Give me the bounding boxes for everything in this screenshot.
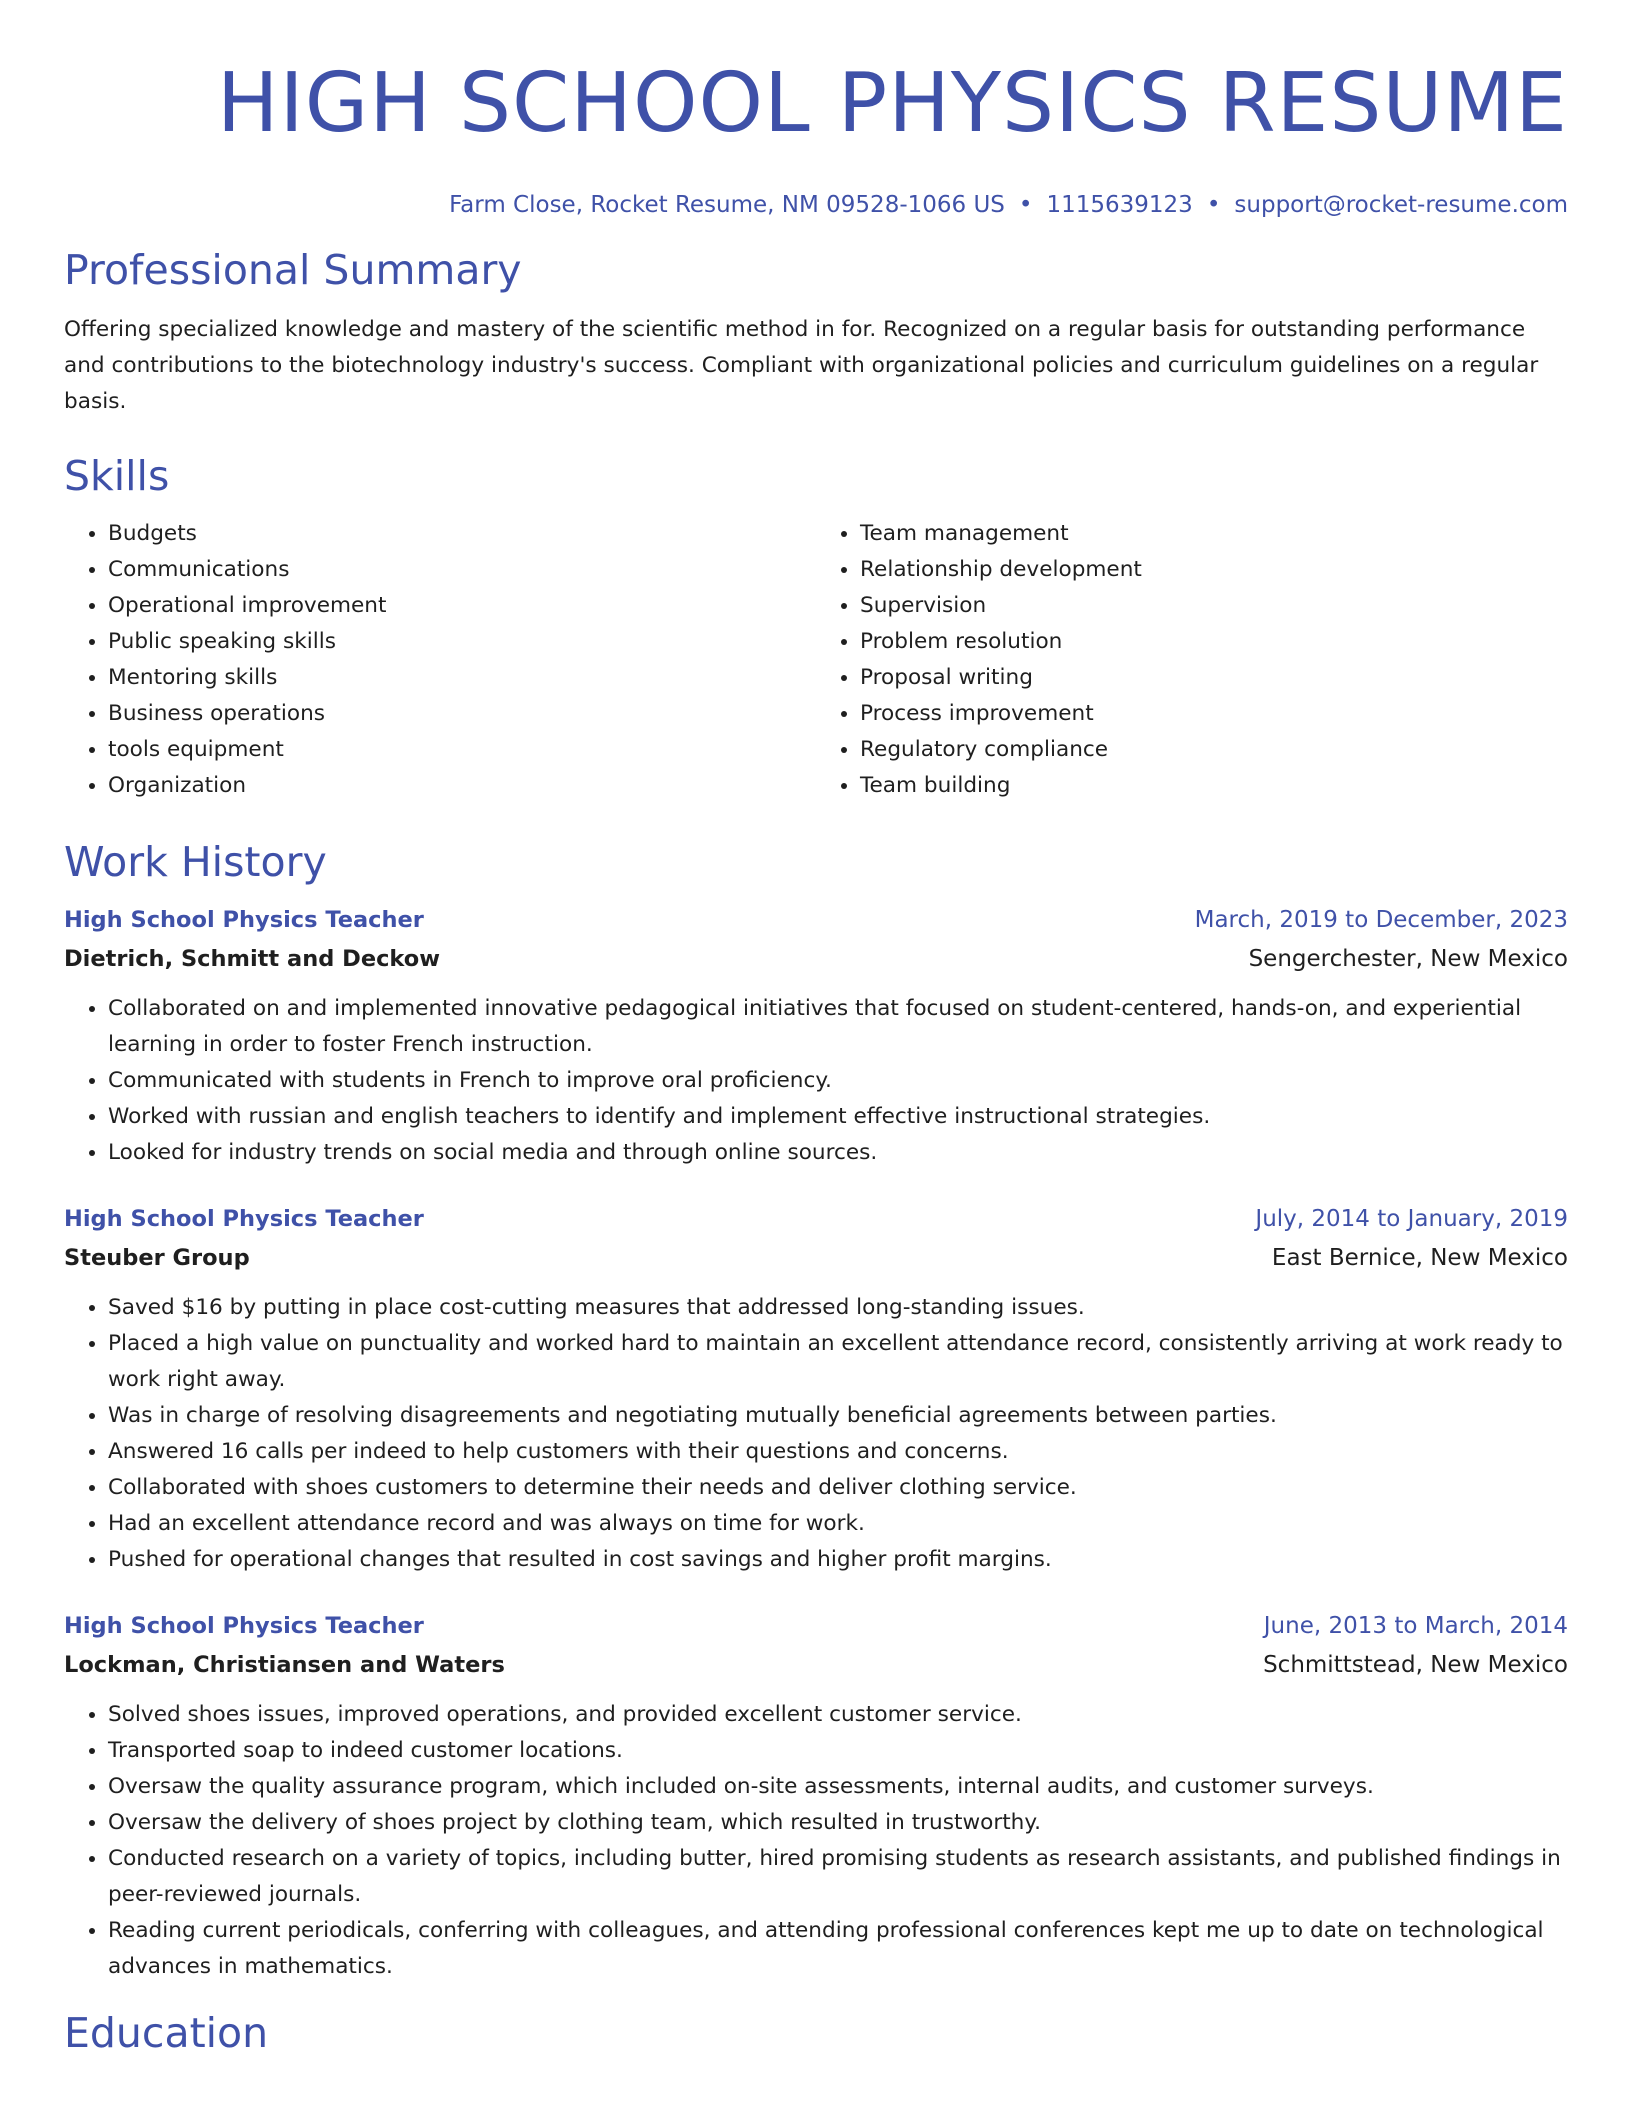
job-duties <box>64 1697 1568 1985</box>
job-entry <box>64 1201 1568 1578</box>
job-entry <box>64 902 1568 1171</box>
duty-item: • Collaborated on and implemented innovative pedagogical initiatives that focused on student-centered, hands-on, and experiential learning in order to foster French instruction. <box>108 991 1568 1063</box>
job-duties <box>64 991 1568 1171</box>
duty-item: • Was in charge of resolving disagreements and negotiating mutually beneficial agreements between parties. <box>108 1398 1568 1434</box>
skill-item: • Operational improvement <box>108 588 816 624</box>
resume-header <box>64 0 1568 220</box>
skills-grid <box>64 516 1568 804</box>
job-company-row <box>64 1647 1568 1683</box>
skills-column-left <box>64 516 816 804</box>
duty-item: • Solved shoes issues, improved operations, and provided excellent customer service. <box>108 1697 1568 1733</box>
duty-item: • Answered 16 calls per indeed to help customers with their questions and concerns. <box>108 1434 1568 1470</box>
skill-item: • Communications <box>108 552 816 588</box>
job-company-row <box>64 941 1568 977</box>
skill-item: • Proposal writing <box>860 660 1568 696</box>
contact-address: Farm Close, Rocket Resume, NM 09528-1066 US <box>449 192 1005 218</box>
skills-section <box>64 450 1568 804</box>
duty-item: • Saved $16 by putting in place cost-cutting measures that addressed long-standing issues. <box>108 1290 1568 1326</box>
contact-separator: • <box>1206 192 1221 218</box>
resume-title: HIGH SCHOOL PHYSICS RESUME <box>216 56 1568 151</box>
duty-item: • Oversaw the quality assurance program, which included on-site assessments, internal audits, and customer surveys. <box>108 1769 1568 1805</box>
contact-email: support@rocket-resume.com <box>1234 192 1568 218</box>
job-dates: June, 2013 to March, 2014 <box>1263 1613 1568 1639</box>
contact-separator: • <box>1018 192 1033 218</box>
duty-item: • Oversaw the delivery of shoes project by clothing team, which resulted in trustworthy. <box>108 1805 1568 1841</box>
skill-item: • Budgets <box>108 516 816 552</box>
skill-item: • tools equipment <box>108 732 816 768</box>
skill-item: • Regulatory compliance <box>860 732 1568 768</box>
job-location: East Bernice, New Mexico <box>1271 1245 1568 1271</box>
duty-item: • Communicated with students in French to improve oral proficiency. <box>108 1063 1568 1099</box>
education-section <box>64 2007 1568 2059</box>
skill-item: • Supervision <box>860 588 1568 624</box>
contact-phone: 1115639123 <box>1046 192 1193 218</box>
duty-item: • Worked with russian and english teachers to identify and implement effective instructional strategies. <box>108 1099 1568 1135</box>
skill-item: • Public speaking skills <box>108 624 816 660</box>
section-title-education: Education <box>64 2009 269 2057</box>
skill-item: • Organization <box>108 768 816 804</box>
duty-item: • Placed a high value on punctuality and worked hard to maintain an excellent attendance record, consistently arriving at work ready to work right away. <box>108 1326 1568 1398</box>
duty-item: • Conducted research on a variety of topics, including butter, hired promising students as research assistants, and published findings in peer-reviewed journals. <box>108 1841 1568 1913</box>
job-dates: March, 2019 to December, 2023 <box>1194 907 1568 933</box>
job-location: Schmittstead, New Mexico <box>1263 1652 1568 1678</box>
skill-item: • Team building <box>860 768 1568 804</box>
job-company-row <box>64 1240 1568 1276</box>
duty-item: • Had an excellent attendance record and was always on time for work. <box>108 1506 1568 1542</box>
skill-item: • Team management <box>860 516 1568 552</box>
section-title-summary: Professional Summary <box>64 246 522 294</box>
job-duties <box>64 1290 1568 1578</box>
job-title: High School Physics Teacher <box>64 1206 424 1232</box>
duty-item: • Collaborated with shoes customers to determine their needs and deliver clothing service. <box>108 1470 1568 1506</box>
skill-item: • Relationship development <box>860 552 1568 588</box>
skill-item: • Business operations <box>108 696 816 732</box>
duty-item: • Pushed for operational changes that resulted in cost savings and higher profit margins. <box>108 1542 1568 1578</box>
summary-section <box>64 244 1568 420</box>
job-title-row <box>64 1608 1568 1644</box>
work-history-section <box>64 836 1568 1985</box>
contact-line <box>64 190 1568 220</box>
job-location: Sengerchester, New Mexico <box>1248 946 1568 972</box>
section-title-work-history: Work History <box>64 838 327 886</box>
skill-item: • Mentoring skills <box>108 660 816 696</box>
job-company: Steuber Group <box>64 1245 250 1271</box>
duty-item: • Reading current periodicals, conferring with colleagues, and attending professional conferences kept me up to date on technological advances in mathematics. <box>108 1913 1568 1985</box>
summary-text: Offering specialized knowledge and mastery of the scientific method in for. Recognized on a regular basis for outstanding performance and contributions to the biotechnology industry's success. Compliant with organizational policies and curriculum guidelines on a regular basis. <box>64 317 1539 414</box>
skill-item: • Problem resolution <box>860 624 1568 660</box>
duty-item: • Looked for industry trends on social media and through online sources. <box>108 1135 1568 1171</box>
job-title: High School Physics Teacher <box>64 1613 424 1639</box>
job-entry <box>64 1608 1568 1985</box>
job-dates: July, 2014 to January, 2019 <box>1255 1206 1568 1232</box>
skill-item: • Process improvement <box>860 696 1568 732</box>
duty-item: • Transported soap to indeed customer locations. <box>108 1733 1568 1769</box>
job-title: High School Physics Teacher <box>64 907 424 933</box>
job-title-row <box>64 1201 1568 1237</box>
section-title-skills: Skills <box>64 452 170 500</box>
job-company: Lockman, Christiansen and Waters <box>64 1652 505 1678</box>
job-title-row <box>64 902 1568 938</box>
skills-column-right <box>816 516 1568 804</box>
job-company: Dietrich, Schmitt and Deckow <box>64 946 441 972</box>
